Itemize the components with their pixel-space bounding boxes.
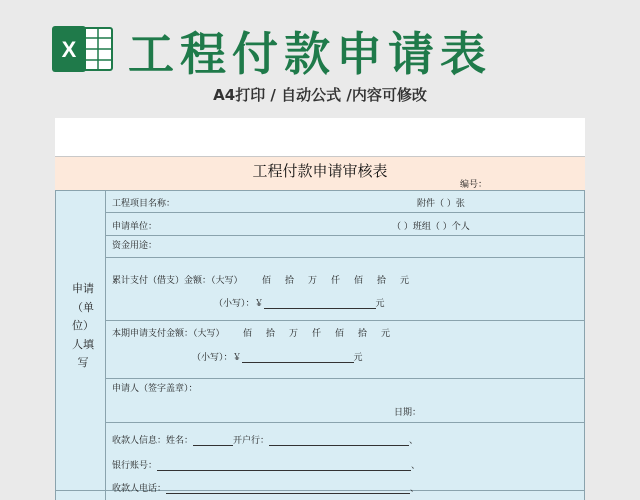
cumulative-unit: 元 [400,276,410,286]
excel-logo-icon [50,22,116,76]
current-unit: 拾 [358,329,368,339]
bank-account-row: 银行账号： 、 [112,461,421,471]
form-title: 工程付款申请审核表 [252,162,388,180]
unit-type-label: （ ）班组（ ）个人 [392,222,470,232]
payee-phone-row: 收款人电话： 、 [112,484,420,494]
form-title-bar [55,156,585,191]
applicant-signature-label: 申请人（签字盖章）： [112,384,198,394]
project-name-label: 工程项目名称： [112,199,176,209]
current-unit: 佰 [335,329,345,339]
page-subtitle: A4打印 / 自动公式 /内容可修改 [213,86,427,104]
cumulative-unit: 仟 [331,276,341,286]
cumulative-unit: 佰 [262,276,272,286]
current-lowercase: （小写）：￥ 元 [192,353,363,363]
attachment-label: 附件（ ）张 [417,199,465,209]
cumulative-unit: 拾 [377,276,387,286]
cumulative-unit: 万 [308,276,318,286]
banner-header [0,0,640,118]
payee-info-row: 收款人信息：姓名： 开户行： 、 [112,436,419,446]
date-label: 日期： [394,408,422,418]
cumulative-unit: 佰 [354,276,364,286]
logo-letter: X [61,37,77,62]
fund-use-label: 资金用途： [112,241,158,251]
cumulative-amount-label: 累计支付（借支）金额：（大写） [112,276,243,286]
serial-number-label: 编号： [460,180,488,190]
page-title: 工程付款申请表 [128,27,492,81]
form-grid [55,190,585,500]
applicant-side-label: 申请（单位）人填写 [72,282,94,369]
current-unit: 拾 [266,329,276,339]
applicant-unit-label: 申请单位： [112,222,158,232]
cumulative-lowercase: （小写）：￥ 元 [214,299,385,309]
current-amount-label: 本期申请支付金额：（大写） [112,329,225,339]
current-unit: 元 [381,329,391,339]
current-unit: 万 [289,329,299,339]
cumulative-unit: 拾 [285,276,295,286]
current-unit: 佰 [243,329,253,339]
current-unit: 仟 [312,329,322,339]
